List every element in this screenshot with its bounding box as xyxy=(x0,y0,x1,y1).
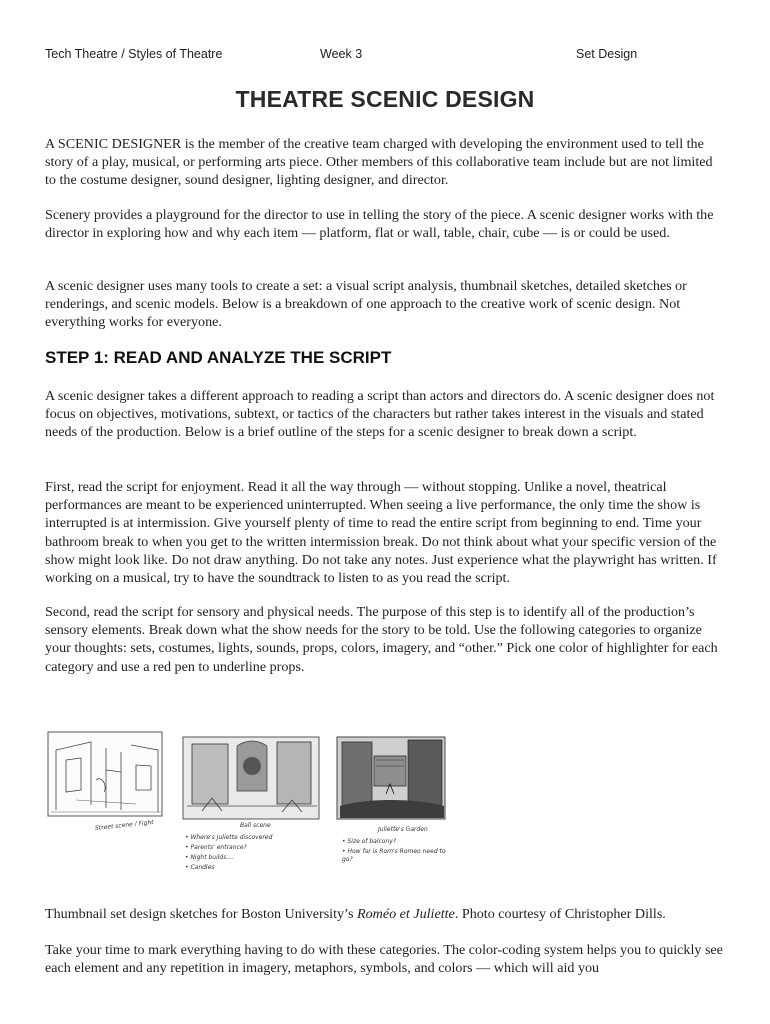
sketch-garden-note-2: • How far is Rom's Romeo need to go? xyxy=(342,848,446,863)
header-topic: Set Design xyxy=(576,47,638,61)
caption-after: . Photo courtesy of Christopher Dills. xyxy=(454,906,666,922)
sketch-street-drawing xyxy=(46,730,166,820)
sketch-garden-drawing xyxy=(336,736,448,822)
intro-paragraph-1: A SCENIC DESIGNER is the member of the creative team charged with developing the environment used to tell the story of a play, musical, or performing arts piece. Other members of this collaborative team include but are not limited to the costume designer, sound designer, lighting designer, and director. xyxy=(45,136,713,189)
sketch-street-scene xyxy=(46,730,166,820)
sketch-ball-label: Ball scene xyxy=(240,822,271,829)
step1-heading: STEP 1: READ AND ANALYZE THE SCRIPT xyxy=(45,348,392,367)
sketch-garden-label: Juliette's Garden xyxy=(378,826,428,833)
intro-paragraph-2: Scenery provides a playground for the director to use in telling the story of the piece. A scenic designer works with the director in exploring how and why each item — platform, flat or wall, table, chair, cube — is or could be used. xyxy=(45,207,714,242)
sketch-ball-note-2: • Parents' entrance? xyxy=(185,844,247,851)
sketch-ball-note-1: • Where's Juliette discovered xyxy=(185,834,273,841)
sketch-garden-note-1: • Size of balcony? xyxy=(342,838,397,845)
step1-paragraph-3: Second, read the script for sensory and physical needs. The purpose of this step is to identify all of the production’s sensory elements. Break down what the show needs for the story to be told. Use the following categories to organize your thoughts: sets, costumes, lights, sounds, props, colors, imagery, and “other.” Pick one color of highlighter for each category and use a red pen to underline props. xyxy=(45,604,718,675)
page-title: THEATRE SCENIC DESIGN xyxy=(235,86,535,112)
image-caption xyxy=(45,905,725,923)
sketch-street-label: Street scene / Fight xyxy=(94,818,154,833)
caption-before: Thumbnail set design sketches for Boston University’s xyxy=(45,906,357,922)
step1-paragraph-1: A scenic designer takes a different approach to reading a script than actors and directors do. A scenic designer does not focus on objectives, motivations, subtext, or tactics of the characters but rather takes interest in the visuals and stated needs of the production. Below is a brief outline of the steps for a scenic designer to break down a script. xyxy=(45,388,715,441)
sketch-garden-scene xyxy=(336,736,448,822)
closing-paragraph: Take your time to mark everything having to do with these categories. The color-coding system helps you to quickly see each element and any repetition in imagery, metaphors, symbols, and colors — which will aid you xyxy=(45,942,723,977)
sketch-ball-note-3: • Night builds.... xyxy=(185,854,234,861)
caption-title: Roméo et Juliette xyxy=(356,906,455,922)
sketch-ball-drawing xyxy=(182,736,322,822)
step1-paragraph-2: First, read the script for enjoyment. Read it all the way through — without stopping. Unlike a novel, theatrical performances are meant to be experienced uninterrupted. When seeing a live performance, the only time the show is interrupted is at intermission. Give yourself plenty of time to read the entire script from beginning to end. Time your bathroom break to when you get to the written intermission break. Do not think about what your specific version of the show might look like. Do not draw anything. Do not take any notes. Just experience what the playwright has written. If working on a musical, try to have the soundtrack to listen to as you read the script. xyxy=(45,479,717,587)
intro-paragraph-3: A scenic designer uses many tools to create a set: a visual script analysis, thumbnail sketches, detailed sketches or renderings, and scenic models. Below is a breakdown of one approach to the creative work of scenic design. Not everything works for everyone. xyxy=(45,278,687,331)
sketch-ball-note-4: • Candles xyxy=(185,864,215,871)
sketch-ball-scene xyxy=(182,736,322,822)
header-course: Tech Theatre / Styles of Theatre xyxy=(45,47,223,61)
header-week: Week 3 xyxy=(320,47,363,61)
